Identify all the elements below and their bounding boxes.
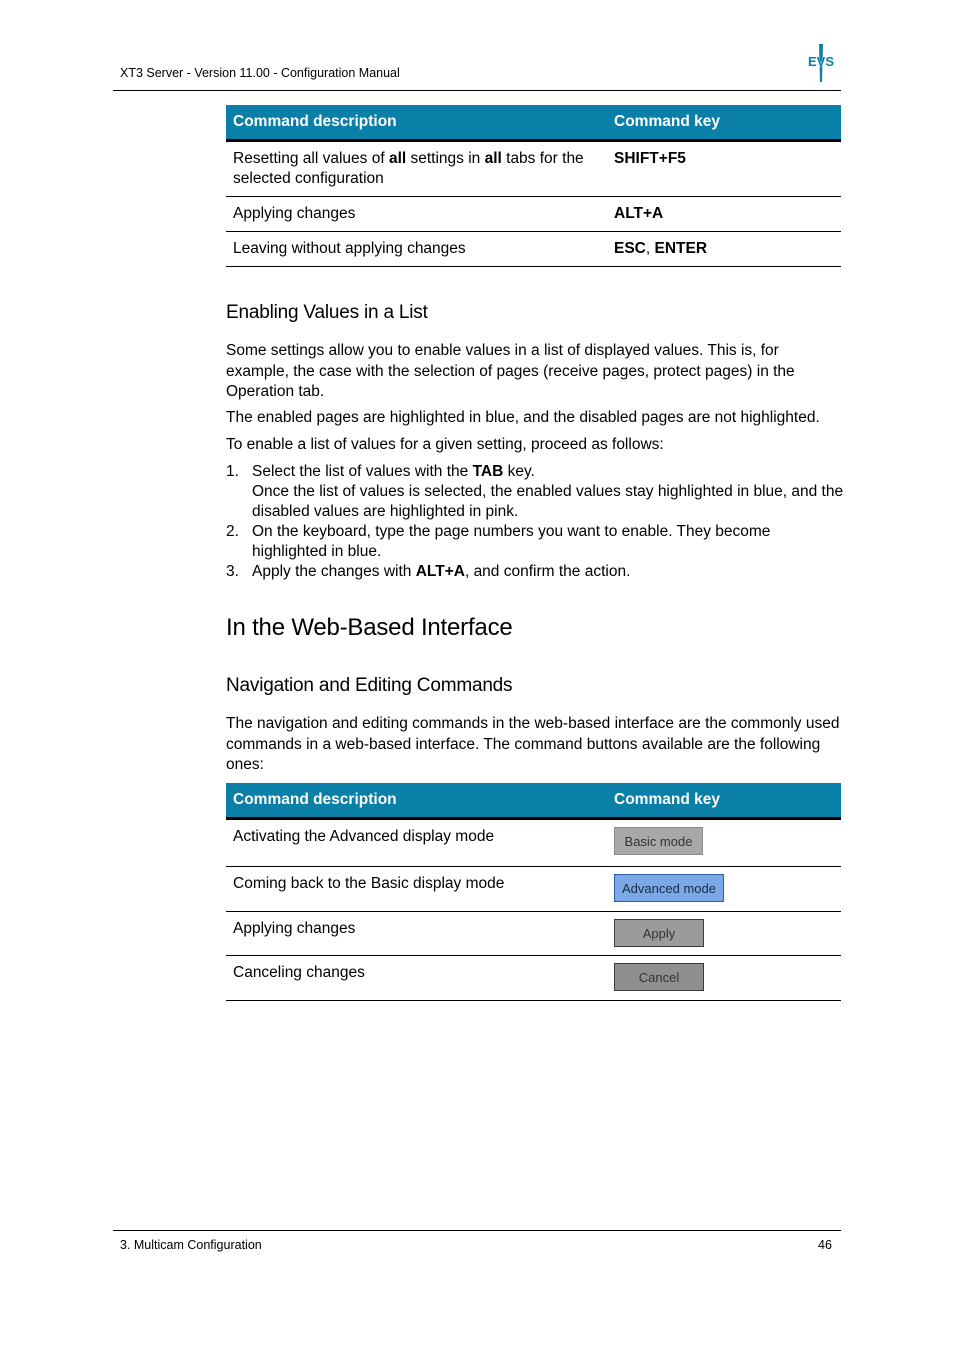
page-header-title: XT3 Server - Version 11.00 - Configuration Manual bbox=[120, 66, 400, 80]
row-description: Leaving without applying changes bbox=[226, 232, 607, 267]
web-commands-table bbox=[226, 783, 841, 1001]
table-header-description: Command description bbox=[226, 783, 607, 819]
subsection-heading-navigation: Navigation and Editing Commands bbox=[226, 675, 513, 696]
basic-mode-button[interactable]: Basic mode bbox=[614, 827, 703, 855]
page-number: 46 bbox=[818, 1238, 832, 1252]
table-header-key: Command key bbox=[607, 105, 841, 141]
paragraph: The navigation and editing commands in the web-based interface are the commonly used commands in a web-based interface. The command buttons available are the following ones: bbox=[226, 715, 840, 773]
step-note: Once the list of values is selected, the enabled values stay highlighted in blue, and the disabled values are highlighted in pink. bbox=[252, 483, 844, 520]
list-item: 1. Select the list of values with the TAB key. Once the list of values is selected, the enabled values stay highlighted in blue, and the disabled values are highlighted in pink. bbox=[226, 463, 844, 520]
table-row bbox=[226, 197, 841, 232]
footer-rule bbox=[113, 1230, 841, 1231]
row-key: ALT+A bbox=[607, 197, 841, 232]
cancel-button[interactable]: Cancel bbox=[614, 963, 704, 991]
table-row bbox=[226, 232, 841, 267]
row-description: Resetting all values of all settings in all tabs for the selected configuration bbox=[226, 141, 607, 197]
table-row bbox=[226, 912, 841, 956]
section-heading-enabling-values: Enabling Values in a List bbox=[226, 302, 428, 323]
steps-list bbox=[226, 462, 846, 582]
list-item: 3. Apply the changes with ALT+A, and confirm the action. bbox=[226, 563, 631, 580]
list-item: 2. On the keyboard, type the page numbers you want to enable. They become highlighted in blue. bbox=[226, 523, 771, 560]
paragraph: Some settings allow you to enable values in a list of displayed values. This is, for example, the case with the selection of pages (receive pages, protect pages) in the Operation tab. bbox=[226, 342, 795, 400]
row-description: Canceling changes bbox=[226, 956, 607, 1001]
table-header-key: Command key bbox=[607, 783, 841, 819]
row-key: SHIFT+F5 bbox=[607, 141, 841, 197]
footer-chapter: 3. Multicam Configuration bbox=[120, 1238, 262, 1252]
row-description: Applying changes bbox=[226, 197, 607, 232]
header-rule bbox=[113, 90, 841, 91]
evs-logo-icon bbox=[805, 44, 837, 82]
table-row bbox=[226, 141, 841, 197]
logo-text: EVS bbox=[807, 54, 835, 69]
paragraph: The enabled pages are highlighted in blue, and the disabled pages are not highlighted. bbox=[226, 409, 820, 426]
row-description: Activating the Advanced display mode bbox=[226, 819, 607, 867]
paragraph: To enable a list of values for a given setting, proceed as follows: bbox=[226, 436, 664, 453]
apply-button[interactable]: Apply bbox=[614, 919, 704, 947]
table-row bbox=[226, 867, 841, 912]
row-description: Applying changes bbox=[226, 912, 607, 956]
keyboard-commands-table bbox=[226, 105, 841, 267]
table-row bbox=[226, 819, 841, 867]
section-heading-web-interface: In the Web-Based Interface bbox=[226, 614, 513, 641]
row-key: ESC, ENTER bbox=[607, 232, 841, 267]
table-header-description: Command description bbox=[226, 105, 607, 141]
advanced-mode-button[interactable]: Advanced mode bbox=[614, 874, 724, 902]
row-description: Coming back to the Basic display mode bbox=[226, 867, 607, 912]
table-row bbox=[226, 956, 841, 1001]
